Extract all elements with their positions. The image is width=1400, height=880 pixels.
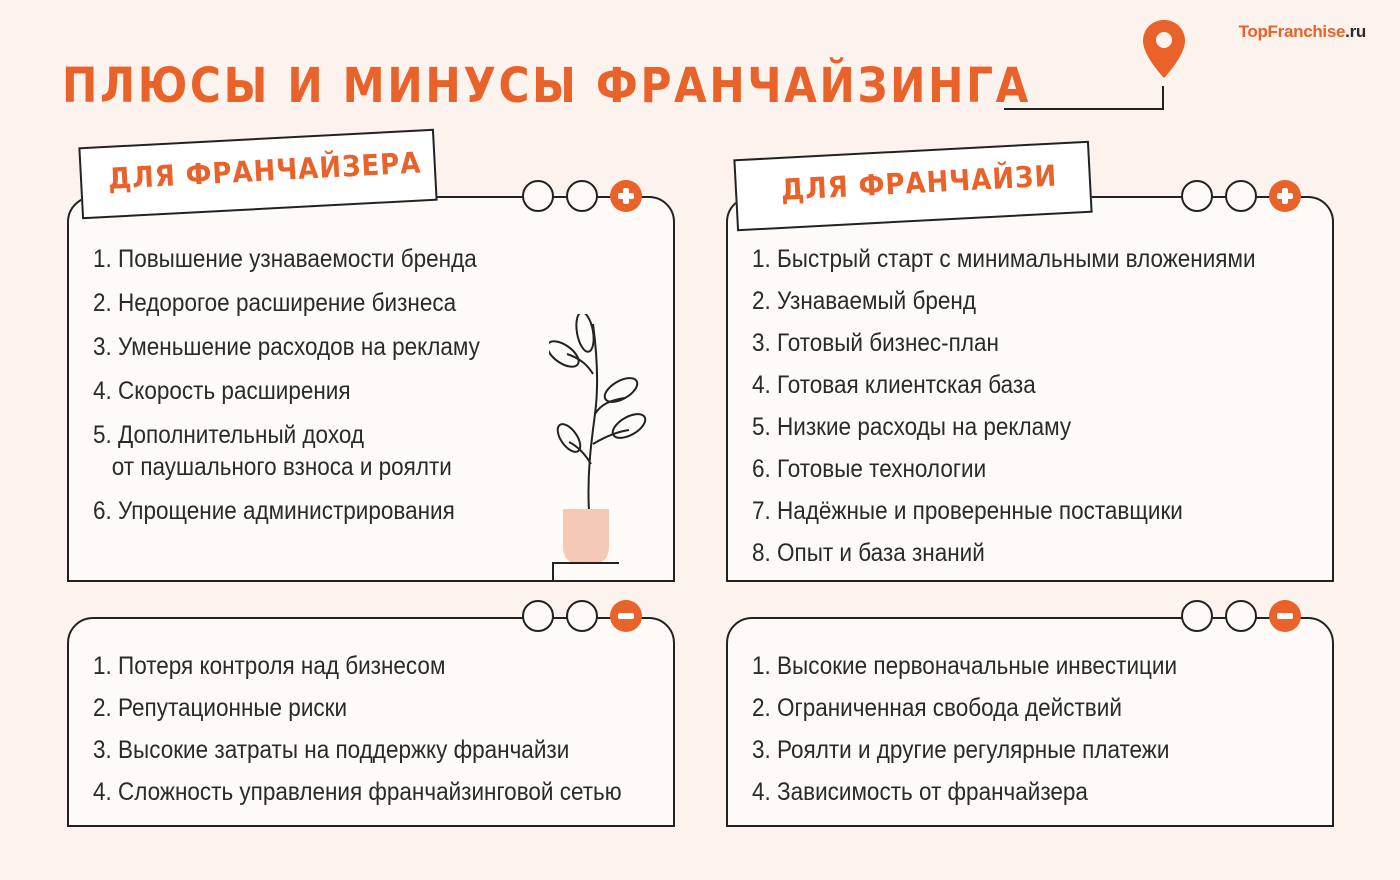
list-item: 4. Готовая клиентская база <box>752 371 1036 399</box>
list-item: 4. Сложность управления франчайзинговой сетью <box>93 778 622 806</box>
list-item: 5. Низкие расходы на рекламу <box>752 413 1072 441</box>
circle-icon <box>566 180 598 212</box>
franchisor-cons-list <box>93 651 680 807</box>
list-item: 1. Быстрый старт с минимальными вложениями <box>752 245 1256 273</box>
circle-icon <box>566 600 598 632</box>
franchisor-pros-card <box>67 196 675 582</box>
location-pin-icon <box>1141 18 1187 80</box>
list-item: 5. Дополнительный доход <box>93 421 364 449</box>
plus-icon <box>1269 180 1301 212</box>
list-item: от паушального взноса и роялти <box>93 453 452 481</box>
franchisor-pros-indicators <box>522 180 642 212</box>
franchisor-cons-indicators <box>522 600 642 632</box>
franchisee-pros-card <box>726 196 1334 582</box>
circle-icon <box>1225 180 1257 212</box>
list-item: 1. Повышение узнаваемости бренда <box>93 245 477 273</box>
franchisee-cons-card <box>726 617 1334 827</box>
plant-illustration <box>549 314 649 580</box>
circle-icon <box>1225 600 1257 632</box>
franchisee-cons-indicators <box>1181 600 1301 632</box>
list-item: 8. Опыт и база знаний <box>752 539 985 567</box>
logo-domain-text: .ru <box>1345 22 1366 41</box>
brand-logo[interactable] <box>1239 22 1366 42</box>
circle-icon <box>1181 180 1213 212</box>
list-item: 2. Ограниченная свобода действий <box>752 694 1122 722</box>
list-item: 7. Надёжные и проверенные поставщики <box>752 497 1183 525</box>
plus-icon <box>610 180 642 212</box>
title-connector-vertical <box>1162 86 1164 110</box>
list-item: 4. Зависимость от франчайзера <box>752 778 1088 806</box>
list-item: 4. Скорость расширения <box>93 377 351 405</box>
page-title: ПЛЮСЫ И МИНУСЫ ФРАНЧАЙЗИНГА <box>62 58 1031 114</box>
list-item: 2. Недорогое расширение бизнеса <box>93 289 457 317</box>
minus-icon <box>610 600 642 632</box>
circle-icon <box>522 180 554 212</box>
franchisor-pros-list <box>93 244 523 526</box>
franchisee-pros-list <box>752 244 1311 568</box>
franchisee-pros-indicators <box>1181 180 1301 212</box>
circle-icon <box>1181 600 1213 632</box>
list-item: 3. Высокие затраты на поддержку франчайзи <box>93 736 570 764</box>
list-item: 3. Роялти и другие регулярные платежи <box>752 736 1170 764</box>
logo-main-text: TopFranchise <box>1238 22 1346 41</box>
franchisor-cons-card <box>67 617 675 827</box>
franchisee-label-text: ДЛЯ ФРАНЧАЙЗИ <box>780 158 1058 207</box>
list-item: 6. Упрощение администрирования <box>93 497 455 525</box>
list-item: 3. Готовый бизнес-план <box>752 329 999 357</box>
circle-icon <box>522 600 554 632</box>
list-item: 6. Готовые технологии <box>752 455 987 483</box>
franchisor-label-text: ДЛЯ ФРАНЧАЙЗЕРА <box>107 145 423 196</box>
minus-icon <box>1269 600 1301 632</box>
franchisee-cons-list <box>752 651 1224 807</box>
list-item: 3. Уменьшение расходов на рекламу <box>93 333 480 361</box>
list-item: 2. Узнаваемый бренд <box>752 287 976 315</box>
list-item: 1. Потеря контроля над бизнесом <box>93 652 446 680</box>
list-item: 2. Репутационные риски <box>93 694 348 722</box>
list-item: 1. Высокие первоначальные инвестиции <box>752 652 1178 680</box>
